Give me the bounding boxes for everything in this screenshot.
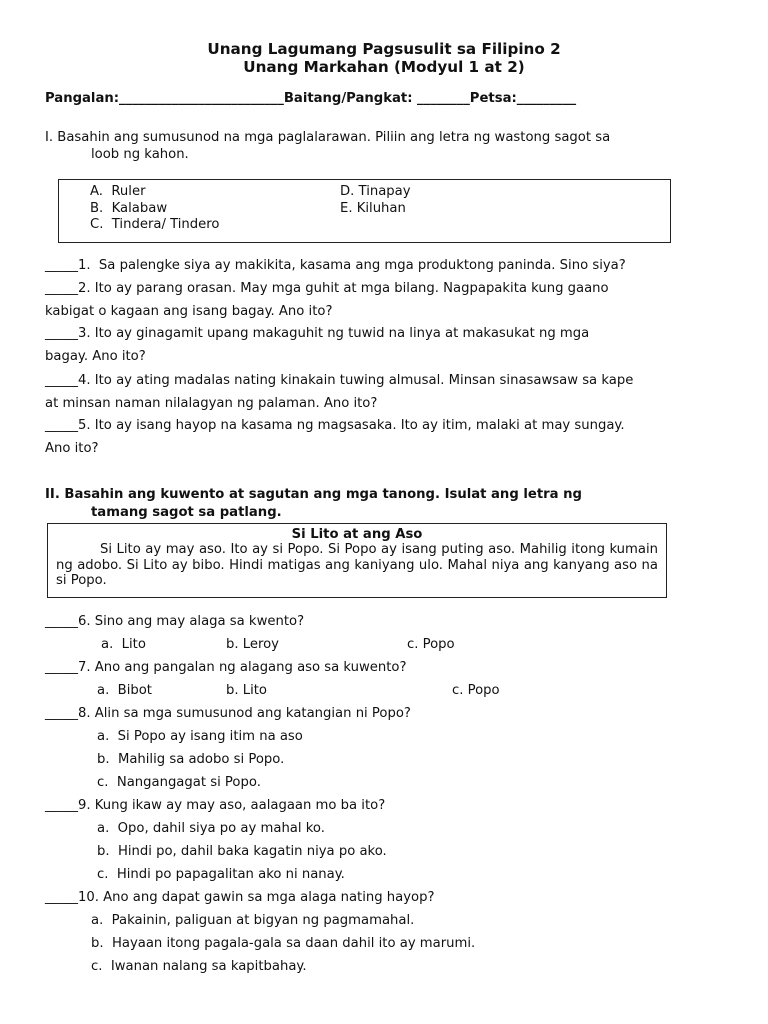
question-9-option-c: c. Hindi po papagalitan ako ni nanay.: [97, 867, 345, 882]
choice-a: A. Ruler: [90, 184, 146, 199]
question-7-option-a: a. Bibot: [97, 683, 152, 698]
story-box: [47, 523, 667, 598]
question-6-option-a: a. Lito: [101, 637, 146, 652]
part2-instruction: II. Basahin ang kuwento at sagutan ang mga tanong. Isulat ang letra ng: [45, 487, 582, 502]
question-8-option-b: b. Mahilig sa adobo si Popo.: [97, 752, 285, 767]
question-1: _____1. Sa palengke siya ay makikita, kasama ang mga produktong paninda. Sino siya?: [45, 258, 626, 273]
question-3: _____3. Ito ay ginagamit upang makaguhit ng tuwid na linya at makasukat ng mga: [45, 326, 590, 341]
question-9-option-b: b. Hindi po, dahil baka kagatin niya po ako.: [97, 844, 387, 859]
question-3-cont: bagay. Ano ito?: [45, 349, 146, 364]
question-6-option-c: c. Popo: [407, 637, 455, 652]
question-10-option-a: a. Pakainin, paliguan at bigyan ng pagmamahal.: [91, 913, 415, 928]
page-title: Unang Lagumang Pagsusulit sa Filipino 2: [207, 40, 561, 58]
part2-instruction-cont: tamang sagot sa patlang.: [91, 505, 282, 520]
question-10: _____10. Ano ang dapat gawin sa mga alaga nating hayop?: [45, 890, 435, 905]
story-title: Si Lito at ang Aso: [291, 527, 423, 542]
question-4-cont: at minsan naman nilalagyan ng palaman. Ano ito?: [45, 396, 378, 411]
question-2: _____2. Ito ay parang orasan. May mga guhit at mga bilang. Nagpapakita kung gaano: [45, 281, 609, 296]
question-10-option-c: c. Iwanan nalang sa kapitbahay.: [91, 959, 307, 974]
choice-b: B. Kalabaw: [90, 201, 168, 216]
question-7-option-c: c. Popo: [452, 683, 500, 698]
choice-d: D. Tinapay: [340, 184, 411, 199]
question-5: _____5. Ito ay isang hayop na kasama ng magsasaka. Ito ay itim, malaki at may sungay.: [45, 418, 625, 433]
question-9-option-a: a. Opo, dahil siya po ay mahal ko.: [97, 821, 325, 836]
question-5-cont: Ano ito?: [45, 441, 99, 456]
choice-c: C. Tindera/ Tindero: [90, 217, 220, 232]
question-6-option-b: b. Leroy: [226, 637, 279, 652]
part1-instruction: I. Basahin ang sumusunod na mga paglalarawan. Piliin ang letra ng wastong sagot sa: [45, 130, 611, 145]
choices-box: [58, 179, 671, 243]
question-8-option-c: c. Nangangagat si Popo.: [97, 775, 261, 790]
student-info-line: Pangalan:_________________________Baitang/Pangkat: ________Petsa:_________: [45, 91, 577, 106]
question-6: _____6. Sino ang may alaga sa kwento?: [45, 614, 305, 629]
question-7: _____7. Ano ang pangalan ng alagang aso sa kuwento?: [45, 660, 407, 675]
story-text: Si Lito ay may aso. Ito ay si Popo. Si Popo ay isang puting aso. Mahilig itong kumain ng adobo. Si Lito ay bibo. Hindi matigas ang kaniyang ulo. Mahal niya ang kanyang aso na si Popo.: [56, 542, 658, 589]
question-9: _____9. Kung ikaw ay may aso, aalagaan mo ba ito?: [45, 798, 386, 813]
question-8-option-a: a. Si Popo ay isang itim na aso: [97, 729, 303, 744]
question-4: _____4. Ito ay ating madalas nating kinakain tuwing almusal. Minsan sinasawsaw sa kape: [45, 373, 634, 388]
part1-instruction-cont: loob ng kahon.: [91, 147, 189, 162]
question-7-option-b: b. Lito: [226, 683, 268, 698]
question-8: _____8. Alin sa mga sumusunod ang katangian ni Popo?: [45, 706, 411, 721]
question-2-cont: kabigat o kagaan ang isang bagay. Ano ito?: [45, 304, 333, 319]
page-subtitle: Unang Markahan (Modyul 1 at 2): [243, 58, 525, 76]
choice-e: E. Kiluhan: [340, 201, 406, 216]
question-10-option-b: b. Hayaan itong pagala-gala sa daan dahil ito ay marumi.: [91, 936, 476, 951]
